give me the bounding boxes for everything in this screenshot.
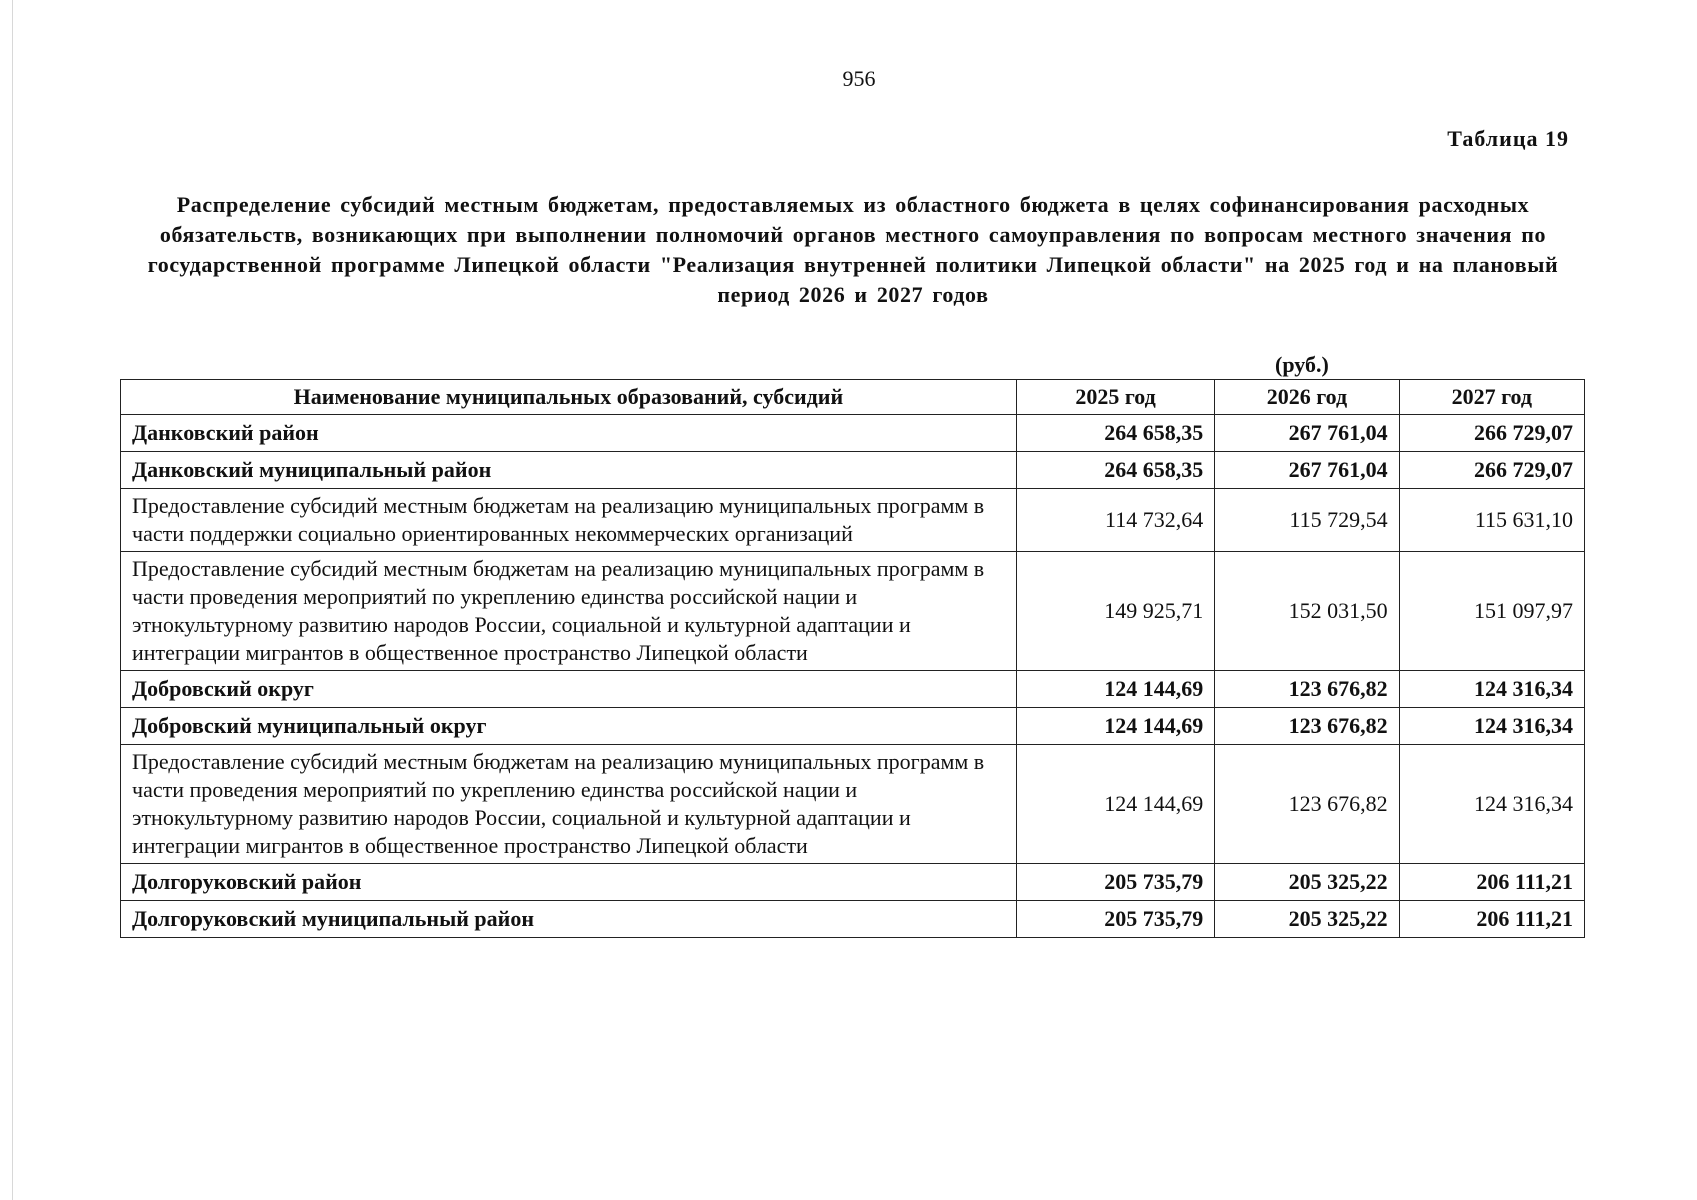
- row-name: Предоставление субсидий местным бюджетам на реализацию муниципальных программ в части проведения мероприятий по укреплению единства российской нации и этнокультурному развитию народов России, социальной и культурной адаптации и интеграции мигрантов в общественное пространство Липецкой области: [121, 552, 1017, 671]
- table-row: [121, 708, 1585, 745]
- row-name: Добровский округ: [121, 671, 1017, 708]
- row-2026: 205 325,22: [1215, 901, 1399, 938]
- row-name: Данковский район: [121, 415, 1017, 452]
- row-2026: 123 676,82: [1215, 708, 1399, 745]
- page-number: 956: [842, 66, 876, 91]
- table-header-row: [121, 380, 1585, 415]
- table-row: [121, 489, 1585, 552]
- units-label: (руб.): [1275, 352, 1329, 377]
- header-name: Наименование муниципальных образований, субсидий: [121, 380, 1017, 415]
- row-2026: 205 325,22: [1215, 864, 1399, 901]
- row-2026: 123 676,82: [1215, 745, 1399, 864]
- table-row: [121, 745, 1585, 864]
- row-2025: 124 144,69: [1016, 745, 1214, 864]
- table-row: [121, 452, 1585, 489]
- row-2026: 123 676,82: [1215, 671, 1399, 708]
- row-2025: 124 144,69: [1016, 708, 1214, 745]
- row-name: Данковский муниципальный район: [121, 452, 1017, 489]
- table-row: [121, 864, 1585, 901]
- row-2027: 124 316,34: [1399, 708, 1584, 745]
- row-2027: 124 316,34: [1399, 745, 1584, 864]
- document-title: Распределение субсидий местным бюджетам, предоставляемых из областного бюджета в целях софинансирования расходных обязательств, возникающих при выполнении полномочий органов местного самоуправления по вопросам местного значения по государственной программе Липецкой области "Реализация внутренней политики Липецкой области" на 2025 год и на плановый период 2026 и 2027 годов: [147, 192, 1559, 307]
- row-2027: 206 111,21: [1399, 864, 1584, 901]
- row-2026: 152 031,50: [1215, 552, 1399, 671]
- table-row: [121, 671, 1585, 708]
- row-name: Предоставление субсидий местным бюджетам на реализацию муниципальных программ в части проведения мероприятий по укреплению единства российской нации и этнокультурному развитию народов России, социальной и культурной адаптации и интеграции мигрантов в общественное пространство Липецкой области: [121, 745, 1017, 864]
- row-2025: 264 658,35: [1016, 415, 1214, 452]
- table-label: Таблица 19: [1447, 126, 1569, 151]
- row-2027: 115 631,10: [1399, 489, 1584, 552]
- row-2027: 266 729,07: [1399, 415, 1584, 452]
- row-2026: 115 729,54: [1215, 489, 1399, 552]
- row-2025: 124 144,69: [1016, 671, 1214, 708]
- row-2026: 267 761,04: [1215, 452, 1399, 489]
- row-name: Долгоруковский район: [121, 864, 1017, 901]
- row-2025: 205 735,79: [1016, 901, 1214, 938]
- table-row: [121, 901, 1585, 938]
- header-2027: 2027 год: [1399, 380, 1584, 415]
- row-2025: 264 658,35: [1016, 452, 1214, 489]
- row-name: Добровский муниципальный округ: [121, 708, 1017, 745]
- row-name: Долгоруковский муниципальный район: [121, 901, 1017, 938]
- row-2027: 206 111,21: [1399, 901, 1584, 938]
- row-2025: 149 925,71: [1016, 552, 1214, 671]
- row-name: Предоставление субсидий местным бюджетам на реализацию муниципальных программ в части поддержки социально ориентированных некоммерческих организаций: [121, 489, 1017, 552]
- subsidies-table: [120, 379, 1585, 938]
- row-2027: 266 729,07: [1399, 452, 1584, 489]
- row-2025: 114 732,64: [1016, 489, 1214, 552]
- scan-edge-line: [12, 0, 13, 1200]
- table-row: [121, 415, 1585, 452]
- table-row: [121, 552, 1585, 671]
- header-2025: 2025 год: [1016, 380, 1214, 415]
- row-2027: 124 316,34: [1399, 671, 1584, 708]
- row-2025: 205 735,79: [1016, 864, 1214, 901]
- row-2026: 267 761,04: [1215, 415, 1399, 452]
- header-2026: 2026 год: [1215, 380, 1399, 415]
- row-2027: 151 097,97: [1399, 552, 1584, 671]
